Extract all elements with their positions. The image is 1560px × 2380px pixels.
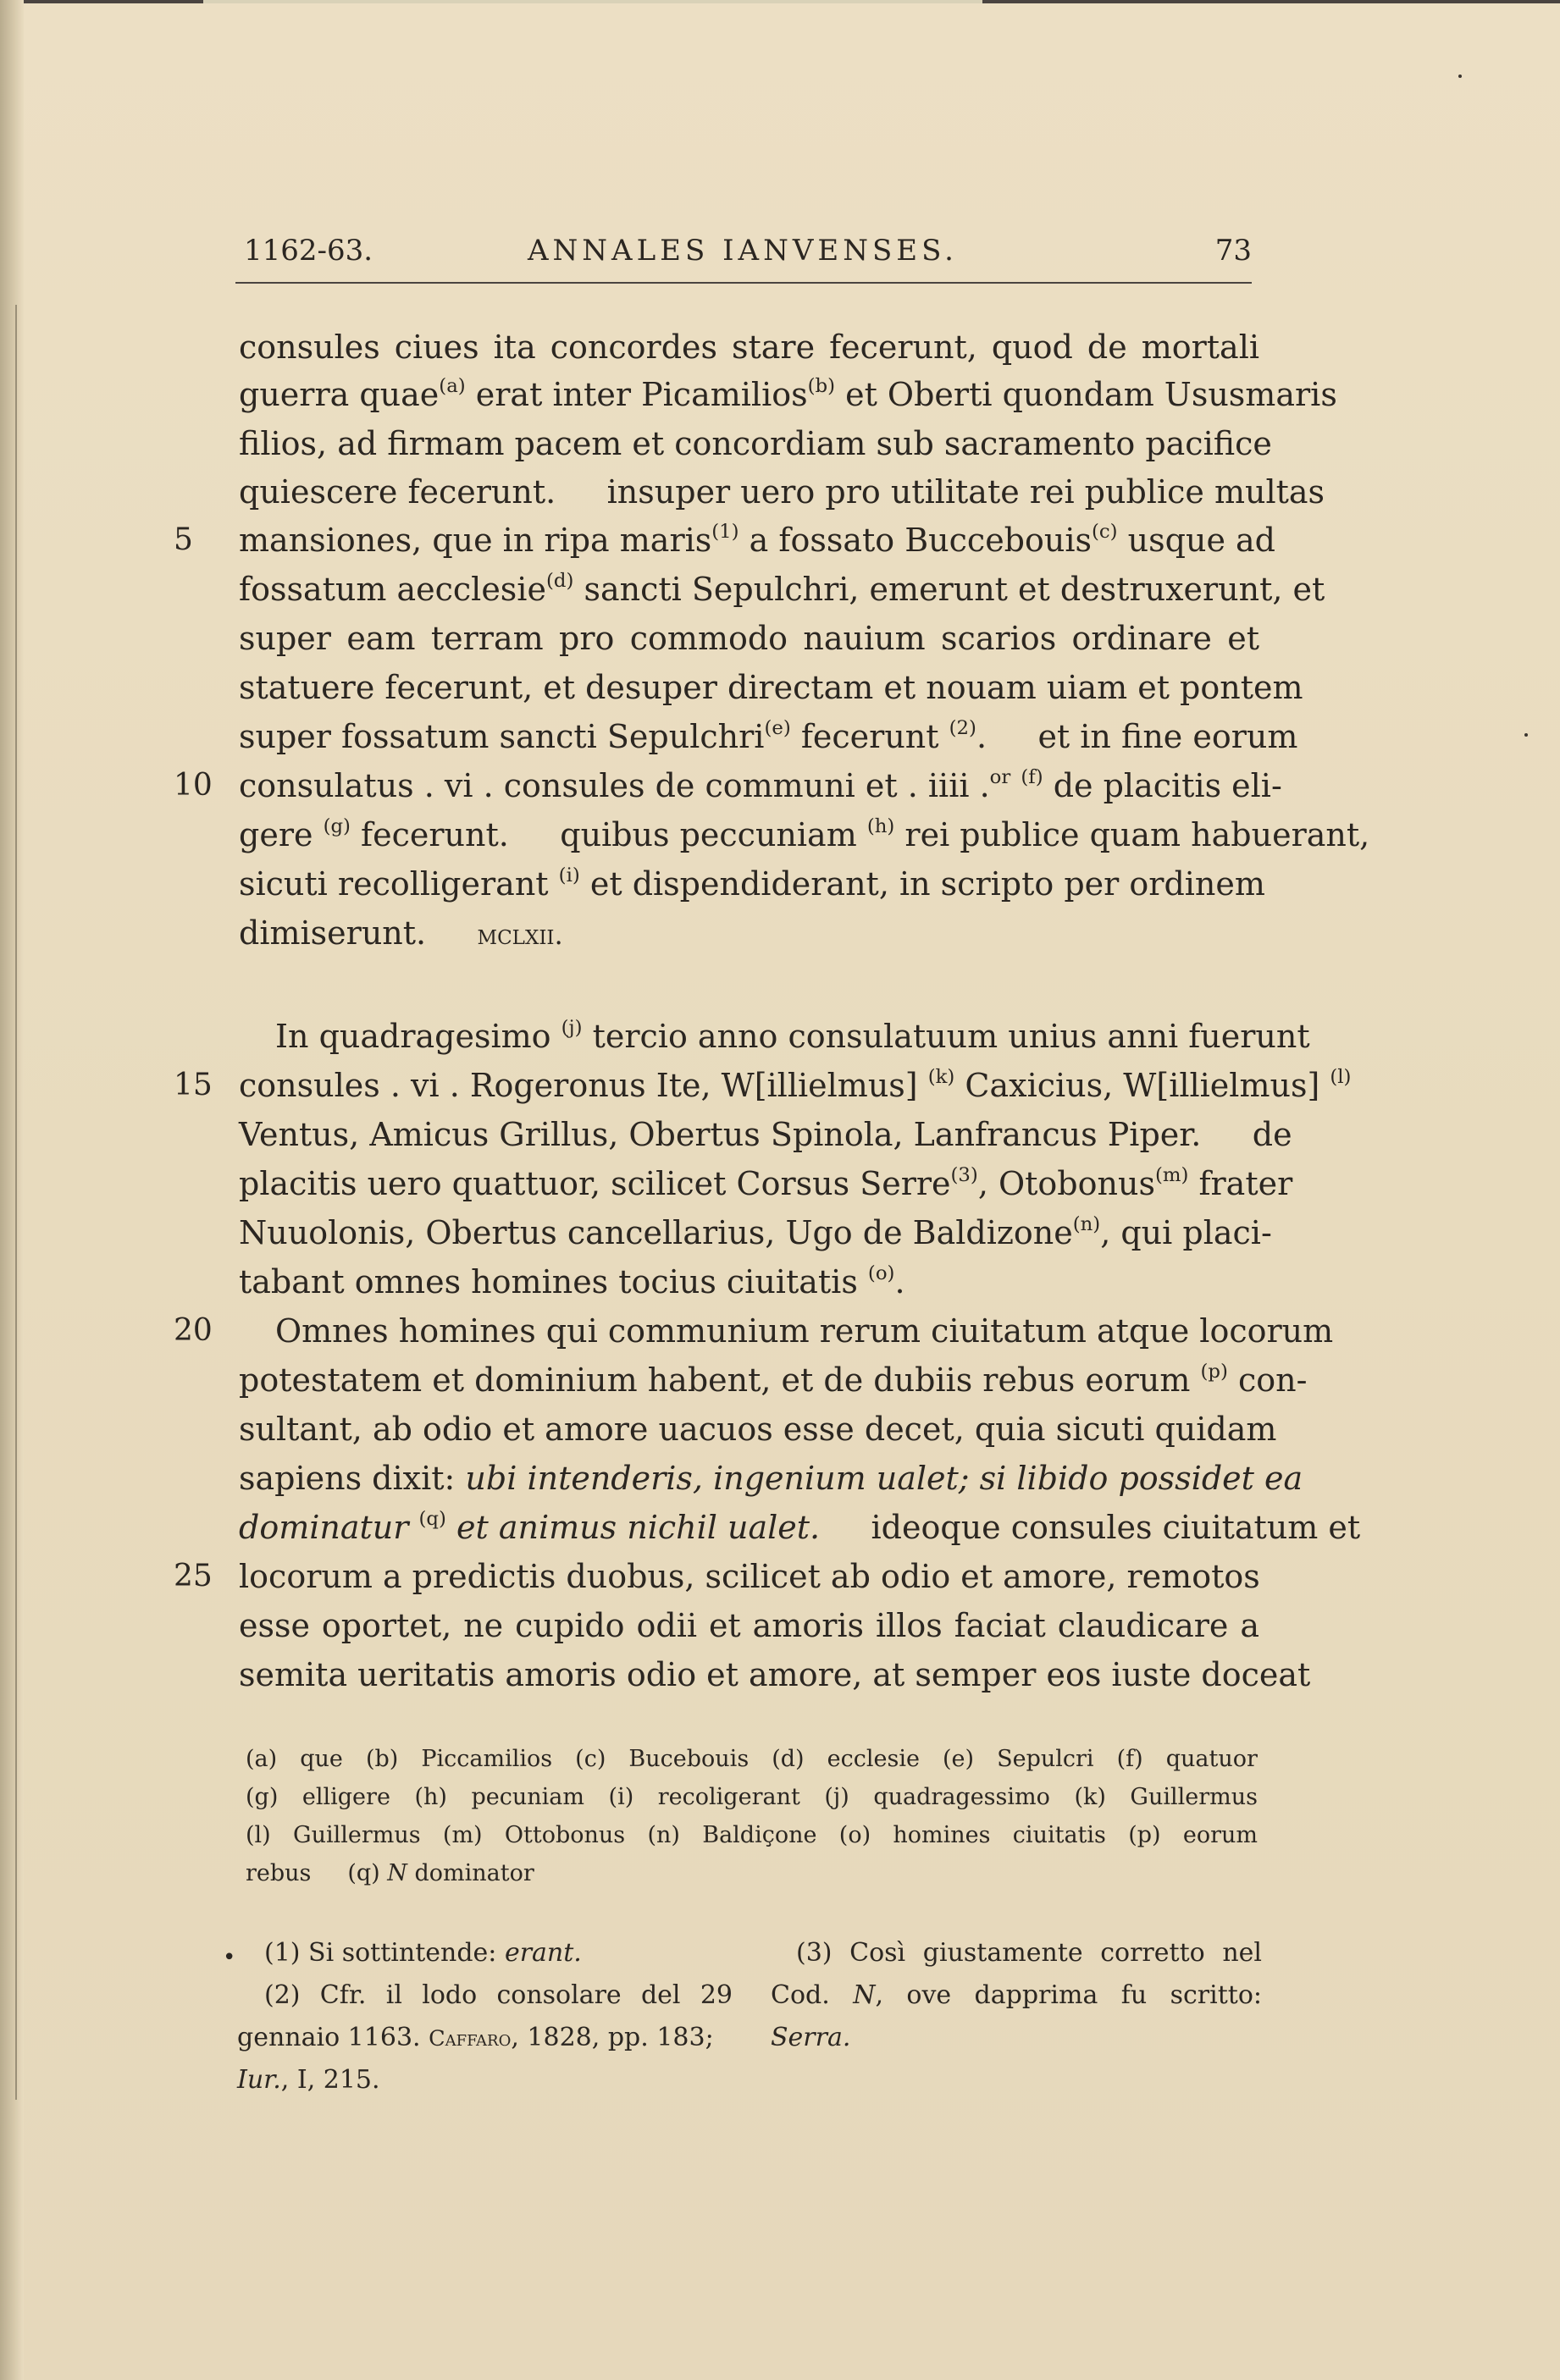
text-line: filios, ad firmam pacem et concordiam sub sacramento pacifice [239, 425, 1272, 462]
header-rule [235, 282, 1252, 284]
variant-mark: (n) [1072, 1213, 1101, 1236]
text-line: Nuuolonis, Obertus cancellarius, Ugo de Baldizone$^{(n)}$, qui placi- [239, 1213, 1272, 1251]
note-line: Cod. N, ove dapprima fu scritto: [771, 1980, 1262, 2010]
text-line: fossatum aecclesie$^{(d)}$ sancti Sepulchri, emerunt et destruxerunt, et [239, 570, 1325, 608]
text-line: sapiens dixit: ubi intenderis, ingenium ualet; si libido possidet ea [239, 1460, 1303, 1497]
note-line: (2) Cfr. il lodo consolare del 29 [264, 1980, 733, 2010]
variant-mark: (j) [561, 1017, 583, 1040]
year-mark: mclxii. [477, 919, 563, 951]
text-line: guerra quae$^{(a)}$ erat inter Picamilios$^{(b)}$ et Oberti quondam Ususmaris [239, 375, 1337, 413]
text-line: sultant, ab odio et amore uacuos esse decet, quia sicuti quidam [239, 1411, 1277, 1448]
scan-speck [1524, 733, 1528, 737]
text-line: statuere fecerunt, et desuper directam et nouam uiam et pontem [239, 669, 1303, 706]
text-line: super fossatum sancti Sepulchri$^{(e)}$ fecerunt $^{(2)}$. et in fine eorum [239, 717, 1298, 755]
variant-mark: (l) [1330, 1066, 1352, 1089]
text-line: tabant omnes homines tocius ciuitatis $^{(o)}$. [239, 1262, 905, 1300]
scan-top-edge-light [203, 0, 982, 3]
variant-mark: (m) [1154, 1164, 1189, 1187]
variant-line: (a) que (b) Piccamilios (c) Bucebouis (d) ecclesie (e) Sepulcri (f) quatuor [246, 1746, 1258, 1772]
note-line: Iur., I, 215. [237, 2065, 380, 2095]
scan-speck [1458, 75, 1462, 78]
line-number: 10 [174, 768, 213, 803]
text-line: semita ueritatis amoris odio et amore, at semper eos iuste doceat [239, 1656, 1311, 1693]
page-number: 73 [1214, 234, 1252, 268]
text-line: Ventus, Amicus Grillus, Obertus Spinola, Lanfrancus Piper. de [239, 1116, 1292, 1153]
variant-mark: (b) [807, 375, 835, 398]
text-line: Omnes homines qui communium rerum ciuitatum atque locorum [275, 1312, 1334, 1350]
text-line: mansiones, que in ripa maris$^{(1)}$ a fossato Buccebouis$^{(c)}$ usque ad [239, 521, 1275, 559]
header-title: ANNALES IANVENSES. [528, 234, 958, 268]
variant-line: (g) elligere (h) pecuniam (i) recoligerant (j) quadragessimo (k) Guillermus [246, 1784, 1259, 1810]
header-years: 1162-63. [244, 234, 373, 268]
variant-mark: (q) [418, 1508, 446, 1531]
binding-edge-line [15, 305, 17, 2100]
variant-mark: (e) [764, 717, 791, 740]
variant-line: (l) Guillermus (m) Ottobonus (n) Baldiçone (o) homines ciuitatis (p) eorum [246, 1822, 1258, 1848]
line-number: 15 [174, 1068, 213, 1102]
text-line: consulatus . vi . consules de communi et . iiii .$^{or}$ $^{(f)}$ de placitis eli- [239, 766, 1282, 804]
line-number: 25 [174, 1559, 213, 1593]
text-line: locorum a predictis duobus, scilicet ab odio et amore, remotos [239, 1558, 1260, 1595]
line-number: 20 [174, 1313, 213, 1348]
note-line: Serra. [771, 2023, 851, 2052]
note-line: (1) Si sottintende: erant. [264, 1938, 582, 1968]
variant-mark: (a) [439, 375, 466, 398]
line-number: 5 [174, 522, 193, 557]
text-line: quiescere fecerunt. insuper uero pro utilitate rei publice multas [239, 473, 1325, 511]
binding-gutter [0, 0, 24, 2380]
variant-mark: (f) [1021, 766, 1043, 789]
text-line: dominatur $^{(q)}$ et animus nichil ualet. ideoque consules ciuitatum et [239, 1508, 1361, 1546]
running-header [235, 234, 1252, 284]
text-line: super eam terram pro commodo nauium scarios ordinare et [239, 620, 1259, 657]
margin-mark: • [223, 1945, 236, 1970]
text-line: In quadragesimo $^{(j)}$ tercio anno consulatuum unius anni fuerunt [275, 1017, 1310, 1055]
text-line: gere $^{(g)}$ fecerunt. quibus peccuniam $^{(h)}$ rei publice quam habuerant, [239, 815, 1370, 853]
variant-mark: (g) [323, 815, 351, 838]
note-mark: (2) [949, 717, 976, 740]
note-line: gennaio 1163. Caffaro, 1828, pp. 183; [237, 2023, 714, 2052]
variant-mark: (k) [927, 1066, 955, 1089]
text-line: consules . vi . Rogeronus Ite, W[illielmus] $^{(k)}$ Caxicius, W[illielmus] $^{(l)}$ [239, 1066, 1352, 1104]
quotation: ubi intenderis, ingenium ualet; si libido possidet ea [465, 1460, 1303, 1497]
text-line: dimiserunt. mclxii. [239, 914, 563, 952]
variant-mark: (h) [866, 815, 895, 838]
variant-mark: (o) [867, 1262, 895, 1285]
text-line: consules ciues ita concordes stare fecerunt, quod de mortali [239, 329, 1259, 366]
text-line: potestatem et dominium habent, et de dubiis rebus eorum $^{(p)}$ con- [239, 1361, 1308, 1399]
note-mark: (1) [711, 521, 739, 544]
variant-mark: (c) [1092, 521, 1118, 544]
text-line: placitis uero quattuor, scilicet Corsus Serre$^{(3)}$, Otobonus$^{(m)}$ frater [239, 1164, 1293, 1202]
note-mark: (3) [950, 1164, 978, 1187]
note-line: (3) Così giustamente corretto nel [796, 1938, 1262, 1968]
variant-mark: (i) [558, 864, 580, 887]
text-line: sicuti recolligerant $^{(i)}$ et dispendiderant, in scripto per ordinem [239, 864, 1265, 903]
variant-mark: (p) [1200, 1361, 1228, 1383]
text-line: esse oportet, ne cupido odii et amoris illos faciat claudicare a [239, 1607, 1259, 1644]
variant-line: rebus (q) N dominator [246, 1860, 534, 1886]
variant-mark: (d) [545, 570, 574, 593]
